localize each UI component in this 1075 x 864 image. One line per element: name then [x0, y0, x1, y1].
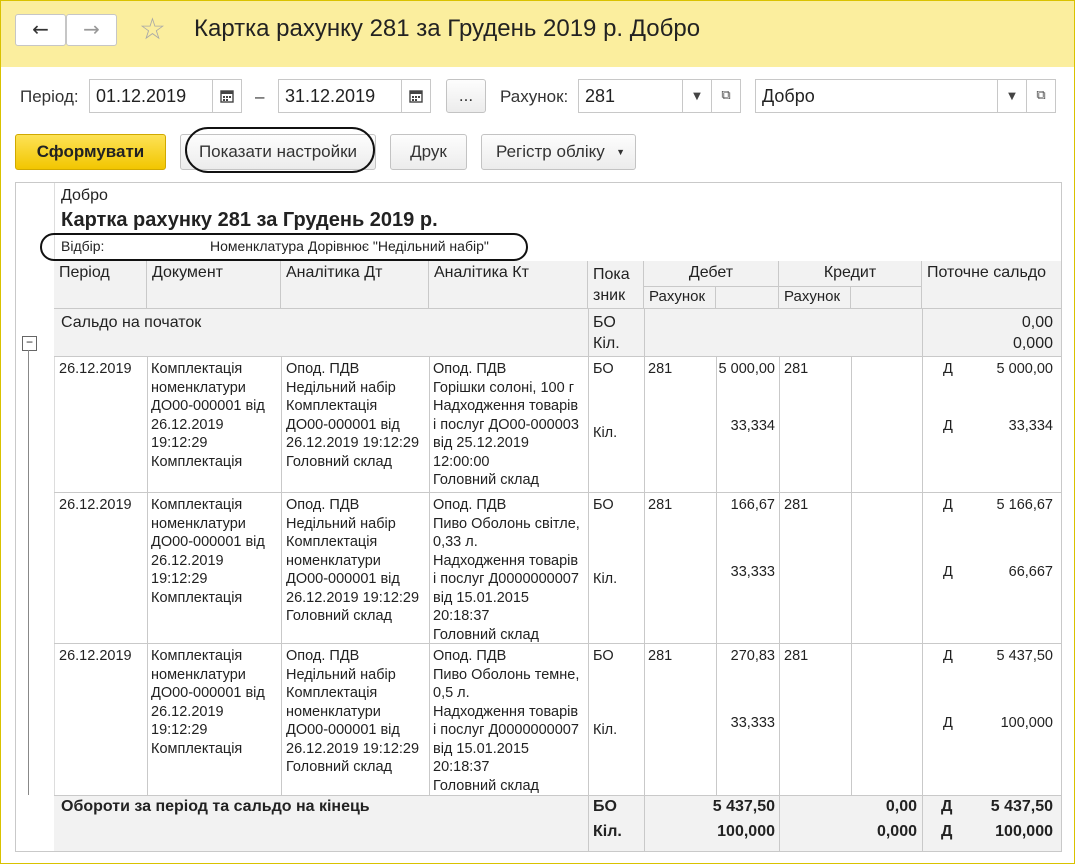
- opening-bo: БО: [593, 314, 616, 331]
- opening-qty-value: 0,000: [1012, 335, 1053, 352]
- row-analytics-kt-line: і послуг Д0000000007: [433, 722, 579, 738]
- row-analytics-kt-line: Горішки солоні, 100 г: [433, 379, 574, 396]
- row-analytics-dt-line: 26.12.2019 19:12:29: [286, 589, 420, 606]
- row-analytics-kt-line: 12:00:00: [433, 453, 490, 470]
- date-to-input[interactable]: 31.12.2019: [278, 79, 402, 113]
- col-debit-sum: [716, 287, 779, 309]
- row-analytics-dt-line: Комплектація: [286, 398, 378, 414]
- totals-divider: [922, 795, 923, 851]
- col-indicator-line1: Пока: [593, 266, 630, 283]
- col-divider: [429, 492, 430, 643]
- row-debit-qty: 33,333: [730, 715, 775, 731]
- favorite-star-icon[interactable]: ☆: [139, 12, 166, 47]
- col-divider: [851, 356, 852, 492]
- totals-debit-sum: 5 437,50: [712, 798, 775, 815]
- totals-credit-sum: 0,00: [885, 798, 917, 815]
- row-analytics-dt-line: Комплектація: [286, 685, 378, 701]
- account-input[interactable]: 281: [578, 79, 683, 113]
- collapse-group-icon[interactable]: −: [22, 336, 37, 351]
- col-divider: [429, 643, 430, 795]
- item-dropdown-button[interactable]: [997, 79, 1027, 113]
- opening-qty-label: Кіл.: [593, 335, 620, 352]
- account-label: Рахунок:: [500, 87, 569, 106]
- totals-bo: БО: [593, 798, 617, 815]
- report-gutter: [16, 183, 55, 851]
- totals-divider: [779, 795, 780, 851]
- row-analytics-kt-line: Опод. ПДВ: [433, 361, 507, 377]
- row-analytics-kt-line: від 25.12.2019: [433, 435, 529, 451]
- report-title: Картка рахунку 281 за Грудень 2019 р.: [61, 209, 438, 231]
- row-credit-account: 281: [784, 497, 809, 513]
- row-balance-qty: 33,334: [1008, 418, 1053, 434]
- row-document-line: Комплектація: [151, 740, 243, 757]
- filter-label: Відбір:: [61, 238, 105, 254]
- row-document-line: Комплектація: [151, 648, 243, 664]
- col-analytics-kt: Аналітика Кт: [429, 261, 588, 309]
- row-analytics-kt-line: Опод. ПДВ: [433, 648, 507, 664]
- opening-divider: [644, 309, 645, 356]
- row-analytics-kt-line: Надходження товарів: [433, 398, 579, 414]
- col-divider: [779, 356, 780, 492]
- col-divider: [716, 643, 717, 795]
- opening-row: [54, 309, 1061, 357]
- col-divider: [716, 356, 717, 492]
- totals-debit-qty: 100,000: [717, 823, 775, 840]
- chevron-down-icon: ▼: [1008, 91, 1016, 102]
- col-debit-account: Рахунок: [644, 287, 716, 309]
- page-title: Картка рахунку 281 за Грудень 2019 р. Добро: [194, 15, 701, 42]
- row-balance-sum: 5 166,67: [996, 497, 1053, 513]
- row-analytics-kt-line: Пиво Оболонь темне,: [433, 666, 580, 683]
- row-analytics-dt-line: номенклатури: [286, 703, 381, 720]
- item-input[interactable]: Добро: [755, 79, 998, 113]
- row-analytics-dt-line: Опод. ПДВ: [286, 497, 360, 513]
- row-analytics-dt-line: 26.12.2019 19:12:29: [286, 435, 420, 451]
- date-from-input[interactable]: 01.12.2019: [89, 79, 213, 113]
- highlight-ellipse: [185, 127, 375, 173]
- row-document-line: ДО00-000001 від: [151, 685, 265, 701]
- filter-value: Номенклатура Дорівнює "Недільний набір": [210, 238, 489, 254]
- totals-balance-side: Д: [941, 798, 953, 815]
- row-document-line: 19:12:29: [151, 722, 208, 738]
- row-debit-sum: 270,83: [730, 648, 775, 664]
- col-divider: [281, 492, 282, 643]
- row-credit-account: 281: [784, 648, 809, 664]
- row-analytics-dt-line: Комплектація: [286, 534, 378, 550]
- generate-button[interactable]: Сформувати: [15, 134, 166, 170]
- opening-divider: [922, 309, 923, 356]
- row-balance-side2: Д: [943, 564, 953, 580]
- col-divider: [147, 356, 148, 492]
- row-analytics-dt-line: ДО00-000001 від: [286, 416, 400, 433]
- col-divider: [779, 643, 780, 795]
- row-document-line: 26.12.2019: [151, 552, 224, 569]
- totals-balance-side2: Д: [941, 823, 953, 840]
- group-line: [28, 350, 29, 795]
- report-org: Добро: [61, 187, 108, 204]
- row-analytics-kt-line: Надходження товарів: [433, 552, 579, 569]
- row-analytics-kt-line: 0,5 л.: [433, 685, 470, 701]
- row-analytics-dt-line: 26.12.2019 19:12:29: [286, 740, 420, 757]
- col-divider: [644, 643, 645, 795]
- col-divider: [588, 356, 589, 492]
- row-document-line: Комплектація: [151, 453, 243, 470]
- item-open-button[interactable]: [1026, 79, 1056, 113]
- filter-highlight-ellipse: [40, 233, 528, 261]
- opening-bo-value: 0,00: [1021, 314, 1053, 331]
- col-divider: [779, 492, 780, 643]
- row-analytics-dt-line: Головний склад: [286, 453, 392, 470]
- row-bo-label: БО: [593, 497, 614, 513]
- row-document-line: номенклатури: [151, 515, 246, 532]
- col-divider: [281, 643, 282, 795]
- col-divider: [429, 356, 430, 492]
- opening-divider: [588, 309, 589, 356]
- row-analytics-dt-line: Опод. ПДВ: [286, 648, 360, 664]
- row-bo-label: БО: [593, 648, 614, 664]
- totals-balance-qty: 100,000: [995, 823, 1053, 840]
- row-balance-qty: 66,667: [1008, 564, 1053, 580]
- row-debit-qty: 33,333: [730, 564, 775, 580]
- row-analytics-dt-line: номенклатури: [286, 552, 381, 569]
- row-analytics-kt-line: Головний склад: [433, 626, 539, 643]
- row-qty-label: Кіл.: [593, 425, 618, 441]
- open-window-icon: ⧉: [721, 88, 731, 103]
- totals-credit-qty: 0,000: [876, 823, 917, 840]
- row-qty-label: Кіл.: [593, 571, 618, 587]
- row-analytics-kt-line: Надходження товарів: [433, 703, 579, 720]
- col-divider: [851, 492, 852, 643]
- row-analytics-dt-line: ДО00-000001 від: [286, 722, 400, 738]
- row-analytics-dt-line: ДО00-000001 від: [286, 571, 400, 587]
- row-analytics-kt-line: Опод. ПДВ: [433, 497, 507, 513]
- period-select-button[interactable]: ...: [446, 79, 486, 113]
- calendar-icon: [409, 89, 423, 103]
- col-divider: [147, 643, 148, 795]
- account-open-button[interactable]: [711, 79, 741, 113]
- row-analytics-kt-line: від 15.01.2015: [433, 589, 529, 606]
- row-balance-sum: 5 437,50: [996, 648, 1053, 664]
- row-separator: [54, 492, 1061, 493]
- row-debit-account: 281: [648, 497, 673, 513]
- totals-divider: [644, 795, 645, 851]
- register-button[interactable]: [481, 134, 636, 170]
- row-date: 26.12.2019: [59, 361, 132, 377]
- totals-balance-sum: 5 437,50: [990, 798, 1053, 815]
- col-divider: [716, 492, 717, 643]
- chevron-down-icon: ▼: [693, 91, 701, 102]
- row-balance-side2: Д: [943, 715, 953, 731]
- row-balance-sum: 5 000,00: [996, 361, 1053, 377]
- period-label: Період:: [20, 87, 79, 106]
- arrow-left-icon: ←: [32, 17, 49, 41]
- col-divider: [644, 492, 645, 643]
- totals-label: Обороти за період та сальдо на кінець: [61, 798, 370, 815]
- row-analytics-dt-line: Опод. ПДВ: [286, 361, 360, 377]
- row-document-line: 26.12.2019: [151, 703, 224, 720]
- forward-button[interactable]: [66, 14, 117, 46]
- row-analytics-kt-line: Головний склад: [433, 472, 539, 488]
- row-document-line: Комплектація: [151, 361, 243, 377]
- row-debit-account: 281: [648, 361, 673, 377]
- calendar-to-button[interactable]: [401, 79, 431, 113]
- col-document: Документ: [147, 261, 281, 309]
- calendar-from-button[interactable]: [212, 79, 242, 113]
- row-analytics-kt-line: Пиво Оболонь світле,: [433, 515, 580, 532]
- row-debit-qty: 33,334: [730, 418, 775, 434]
- row-balance-side: Д: [943, 648, 953, 664]
- row-analytics-dt-line: Недільний набір: [286, 515, 396, 532]
- row-document-line: Комплектація: [151, 589, 243, 606]
- row-date: 26.12.2019: [59, 497, 132, 513]
- col-divider: [851, 643, 852, 795]
- row-document-line: 19:12:29: [151, 571, 208, 587]
- row-separator: [54, 643, 1061, 644]
- row-analytics-kt-line: 20:18:37: [433, 759, 490, 775]
- calendar-icon: [220, 89, 234, 103]
- row-debit-account: 281: [648, 648, 673, 664]
- back-button[interactable]: [15, 14, 66, 46]
- totals-qty-label: Кіл.: [593, 823, 622, 840]
- col-indicator: [588, 261, 644, 309]
- row-analytics-kt-line: від 15.01.2015: [433, 740, 529, 757]
- report-area: [15, 182, 1062, 852]
- row-debit-sum: 166,67: [730, 497, 775, 513]
- row-document-line: 26.12.2019: [151, 416, 224, 433]
- row-analytics-kt-line: Головний склад: [433, 777, 539, 794]
- account-dropdown-button[interactable]: [682, 79, 712, 113]
- row-analytics-dt-line: Головний склад: [286, 759, 392, 775]
- col-debit: Дебет: [644, 261, 779, 287]
- row-analytics-kt-line: і послуг ДО00-000003: [433, 416, 579, 433]
- date-range-dash: –: [255, 87, 265, 106]
- row-date: 26.12.2019: [59, 648, 132, 664]
- col-divider: [922, 643, 923, 795]
- show-settings-button[interactable]: Показати настройки: [180, 134, 376, 170]
- col-divider: [644, 356, 645, 492]
- col-divider: [281, 356, 282, 492]
- opening-label: Сальдо на початок: [61, 314, 202, 331]
- row-analytics-kt-line: 20:18:37: [433, 608, 490, 624]
- row-analytics-kt-line: 0,33 л.: [433, 534, 478, 550]
- row-debit-sum: 5 000,00: [718, 361, 775, 377]
- chevron-down-icon: ▼: [616, 147, 625, 157]
- row-document-line: 19:12:29: [151, 435, 208, 451]
- row-document-line: номенклатури: [151, 379, 246, 396]
- row-analytics-dt-line: Недільний набір: [286, 666, 396, 683]
- register-label: Регістр обліку: [496, 142, 605, 161]
- col-divider: [147, 492, 148, 643]
- open-window-icon: ⧉: [1036, 88, 1046, 103]
- row-analytics-dt-line: Недільний набір: [286, 379, 396, 396]
- col-divider: [588, 492, 589, 643]
- col-period: Період: [54, 261, 147, 309]
- arrow-right-icon: →: [83, 17, 100, 41]
- row-qty-label: Кіл.: [593, 722, 618, 738]
- row-balance-side2: Д: [943, 418, 953, 434]
- totals-divider: [588, 795, 589, 851]
- title-bar: [1, 1, 1074, 67]
- row-document-line: номенклатури: [151, 666, 246, 683]
- col-indicator-line2: зник: [593, 287, 626, 304]
- col-balance: Поточне сальдо: [922, 261, 1061, 309]
- row-bo-label: БО: [593, 361, 614, 377]
- row-balance-side: Д: [943, 361, 953, 377]
- row-credit-account: 281: [784, 361, 809, 377]
- row-document-line: ДО00-000001 від: [151, 534, 265, 550]
- col-divider: [922, 356, 923, 492]
- row-analytics-dt-line: Головний склад: [286, 608, 392, 624]
- col-analytics-dt: Аналітика Дт: [281, 261, 429, 309]
- col-divider: [588, 643, 589, 795]
- print-button[interactable]: Друк: [390, 134, 467, 170]
- col-credit-account: Рахунок: [779, 287, 851, 309]
- col-credit-sum: [851, 287, 922, 309]
- row-analytics-kt-line: і послуг Д0000000007: [433, 571, 579, 587]
- col-divider: [922, 492, 923, 643]
- row-balance-qty: 100,000: [1000, 715, 1053, 731]
- row-balance-side: Д: [943, 497, 953, 513]
- row-document-line: Комплектація: [151, 497, 243, 513]
- col-credit: Кредит: [779, 261, 922, 287]
- row-document-line: ДО00-000001 від: [151, 398, 265, 414]
